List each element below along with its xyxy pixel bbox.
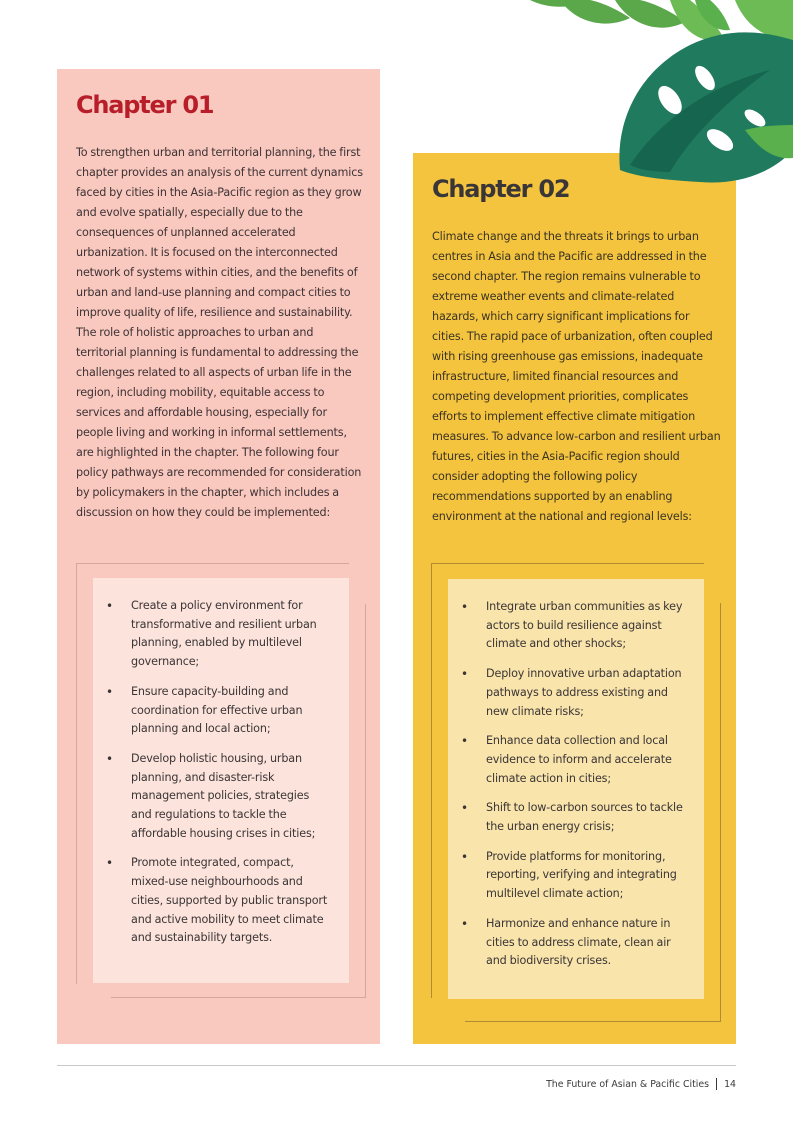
footer-divider — [57, 1065, 736, 1066]
bullet-icon: • — [106, 856, 113, 871]
bullet-icon: • — [461, 801, 468, 816]
bullet-icon: • — [461, 600, 468, 614]
bullet-icon: • — [461, 667, 468, 682]
chapter-01-recommendations-box — [93, 578, 349, 983]
chapter-02-recommendations-box — [448, 579, 704, 999]
bullet-icon: • — [106, 684, 113, 699]
chapter-01-recommendations-list — [93, 597, 349, 959]
bullet-icon: • — [461, 916, 468, 931]
page-number: 14 — [724, 1078, 736, 1090]
list-item: • Enhance data collection and local evidence to inform and accelerate climate action in cities; — [461, 734, 672, 785]
list-item: • Develop holistic housing, urban planning, and disaster-risk management policies, strategies and regulations to tackle the affordable housing crises in cities; — [106, 751, 316, 840]
chapter-01-panel — [57, 69, 380, 1044]
bullet-icon: • — [106, 751, 113, 766]
list-item: • Create a policy environment for transformative and resilient urban planning, enabled by multilevel governance; — [106, 599, 317, 669]
bullet-icon: • — [461, 849, 468, 864]
chapter-01-intro: To strengthen urban and territorial planning, the first chapter provides an analysis of the current dynamics faced by cities in the Asia-Pacific region as they grow and evolve spatially, especially due to the consequences of unplanned accelerated urbanization. It is focused on the interconnected network of systems within cities, and the benefits of urban and land-use planning and compact cities to improve quality of life, resilience and sustainability. The role of holistic approaches to urban and territorial planning is fundamental to addressing the challenges related to all aspects of urban life in the region, including mobility, equitable access to services and affordable housing, especially for people living and working in informal settlements, are highlighted in the chapter. The following four policy pathways are recommended for consideration by policymakers in the chapter, which includes a discussion on how they could be implemented: — [76, 146, 363, 519]
list-item: • Shift to low-carbon sources to tackle the urban energy crisis; — [461, 801, 683, 834]
list-item: • Deploy innovative urban adaptation pathways to address existing and new climate risks; — [461, 667, 682, 718]
list-item: • Provide platforms for monitoring, reporting, verifying and integrating multilevel climate action; — [461, 849, 677, 901]
footer-separator — [716, 1078, 717, 1090]
list-item: • Promote integrated, compact, mixed-use neighbourhoods and cities, supported by public transport and active mobility to meet climate and sustainability targets. — [106, 856, 328, 945]
publication-title: The Future of Asian & Pacific Cities — [546, 1078, 710, 1090]
chapter-02-recommendations-list — [448, 598, 704, 982]
tropical-leaves-illustration — [520, 0, 793, 210]
chapter-02-intro: Climate change and the threats it brings to urban centres in Asia and the Pacific are addressed in the second chapter. The region remains vulnerable to extreme weather events and climate-related hazards, which carry significant implications for cities. The rapid pace of urbanization, often coupled with rising greenhouse gas emissions, inadequate infrastructure, limited financial resources and competing development priorities, complicates efforts to implement effective climate mitigation measures. To advance low-carbon and resilient urban futures, cities in the Asia-Pacific region should consider adopting the following policy recommendations supported by an enabling environment at the national and regional levels: — [432, 230, 721, 523]
chapter-02-panel — [413, 153, 736, 1044]
page-footer — [546, 1078, 736, 1090]
list-item: • Ensure capacity-building and coordination for effective urban planning and local action; — [106, 684, 303, 736]
bullet-icon: • — [106, 599, 113, 613]
chapter-02-title: Chapter 02 — [432, 175, 570, 203]
list-item: • Integrate urban communities as key actors to build resilience against climate and other shocks; — [461, 600, 683, 651]
list-item: • Harmonize and enhance nature in cities to address climate, clean air and biodiversity crises. — [461, 916, 671, 968]
chapter-01-title: Chapter 01 — [76, 91, 214, 119]
bullet-icon: • — [461, 734, 468, 749]
